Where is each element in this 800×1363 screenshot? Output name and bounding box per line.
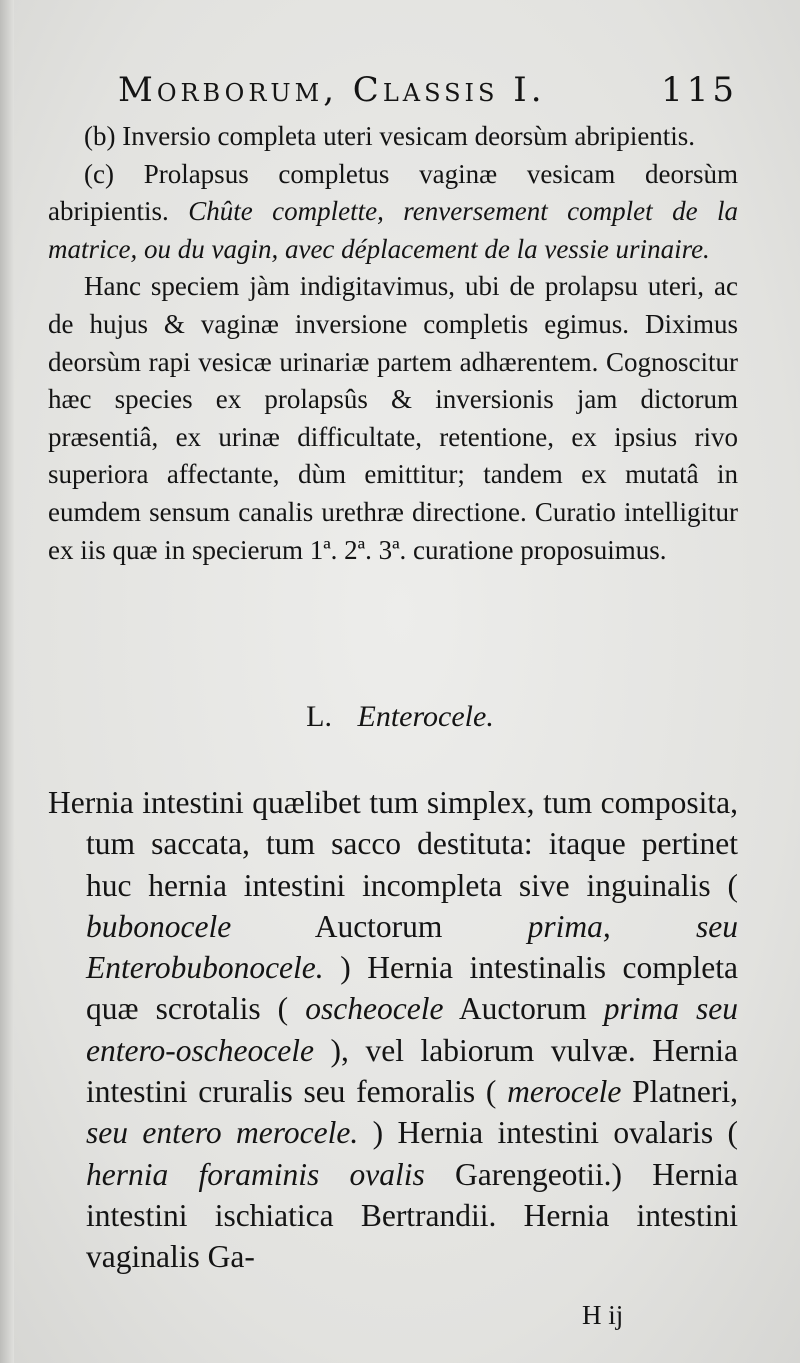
text-c: Prolapsus completus vaginæ vesicam deorsùm abripientis. bbox=[48, 158, 738, 227]
signature-mark: H ij bbox=[582, 1300, 624, 1330]
marker-c: (c) bbox=[84, 158, 114, 189]
entry-text-4: Auctorum bbox=[458, 991, 587, 1027]
entry-text-8: Garengeotii.) Hernia intestini ischiatica Bertrandii. Hernia intestini vaginalis Ga- bbox=[86, 1156, 738, 1275]
entry-text-3: ) Hernia intestinalis completa quæ scrotalis ( bbox=[86, 950, 738, 1027]
section-number: L. bbox=[306, 700, 332, 733]
text-b: Inversio completa uteri vesicam deorsùm abripientis. bbox=[122, 121, 696, 151]
section-name: Enterocele. bbox=[357, 700, 494, 733]
entry-italic-1: bubonocele bbox=[86, 908, 232, 944]
main-text bbox=[48, 118, 738, 569]
entry-italic-6: seu entero merocele. bbox=[86, 1115, 359, 1151]
entry-italic-3: oscheocele bbox=[305, 991, 444, 1027]
entry-italic-5: merocele bbox=[507, 1074, 622, 1110]
entry-text-1: Hernia intestini quælibet tum simplex, tum composita, tum saccata, tum sacco destituta: itaque pertinet huc hernia intestini incompleta sive inguinalis ( bbox=[48, 785, 738, 903]
entry-italic-7: hernia foraminis ovalis bbox=[86, 1156, 425, 1192]
entry-italic-2: prima, seu Enterobubonocele. bbox=[86, 908, 739, 986]
paragraph-3: Hanc speciem jàm indigitavimus, ubi de prolapsu uteri, ac de hujus & vaginæ inversione completis egimus. Diximus deorsùm rapi vesicæ urinariæ partem adhærentem. Cognoscitur hæc species ex prolapsûs & inversionis jam dictorum præsentiâ, ex urinæ difficultate, retentione, ex ipsius rivo superiora affectante, dùm emittitur; tandem ex mutatâ in eumdem sensum canalis urethræ directione. Curatio intelligitur ex iis quæ in specierum 1ª. 2ª. 3ª. curatione proposuimus. bbox=[48, 271, 738, 565]
section-heading bbox=[0, 700, 800, 734]
running-header bbox=[118, 70, 738, 120]
page-number: 115 bbox=[661, 70, 738, 110]
entry-text-2: Auctorum bbox=[314, 908, 443, 944]
entry-italic-4: prima seu entero-oscheocele bbox=[86, 991, 739, 1068]
entry-text-5: ), vel labiorum vulvæ. Hernia intestini cruralis seu femoralis ( bbox=[86, 1032, 738, 1110]
entry-paragraph bbox=[48, 782, 738, 1278]
entry-text bbox=[48, 782, 738, 1278]
entry-text-6: Platneri, bbox=[632, 1074, 739, 1110]
entry-text-7: ) Hernia intestini ovalaris ( bbox=[372, 1115, 739, 1151]
page-gutter-shadow bbox=[0, 0, 14, 1363]
marker-b: (b) bbox=[84, 121, 116, 151]
header-title: Morborum, Classis I. bbox=[118, 70, 546, 110]
paragraph-c bbox=[48, 156, 738, 269]
paragraph-b bbox=[48, 118, 738, 156]
french-gloss-c: Chûte complette, renversement complet de la matrice, ou du vagin, avec déplacement de la vessie urinaire. bbox=[48, 196, 739, 264]
